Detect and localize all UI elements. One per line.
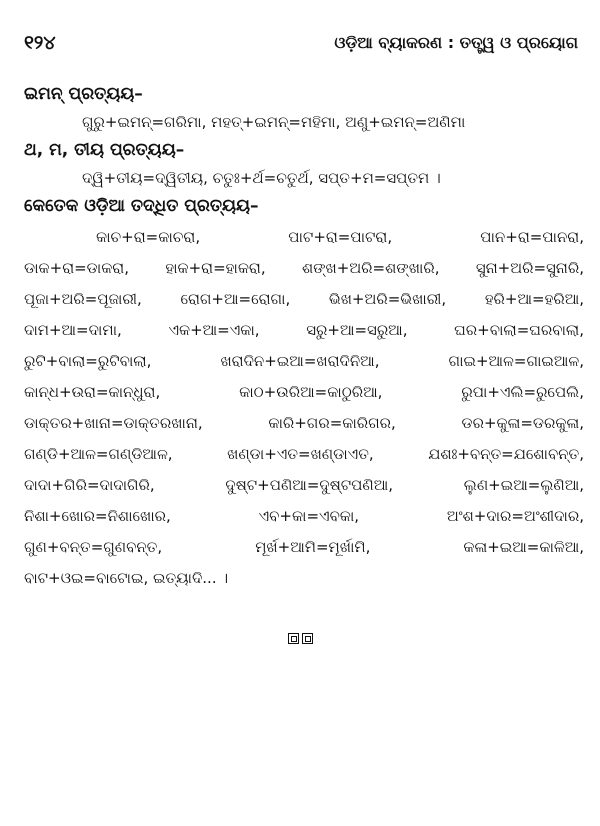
example-line: ଦାମ+ଆ=ଦାମା, ଏକ+ଆ=ଏକା, ସରୁ+ଆ=ସରୁଆ, ଘର+ବାଲା=ଘରବାଲା, (24, 321, 584, 339)
example-line: ଡାକ୍ତର+ଖାନା=ଡାକ୍ତରଖାନା, କାରି+ଗର=କାରିଗର, ଡର+କୁଳା=ଡରକୁଳା, (24, 414, 584, 432)
example-line: ଡାକ+ରା=ଡାକରା, ହାକ+ରା=ହାକରା, ଶଙ୍ଖ+ଅରି=ଶଙ୍ଖାରି, ସୁନା+ଅରି=ସୁନାରି, (24, 259, 584, 277)
end-of-section-marks (0, 633, 600, 644)
example-line: ଗୁଣ+ବନ୍ତ=ଗୁଣବନ୍ତ, ମୂର୍ଖ+ଆମି=ମୂର୍ଖାମି, କଳା+ଇଆ=କାଳିଆ, (24, 538, 584, 556)
page-content (24, 80, 584, 594)
section-examples-iman: ଗୁରୁ+ଇମନ୍=ଗରିମା, ମହତ୍+ଇମନ୍=ମହିମା, ଅଣୁ+ଇମନ୍=ଅଣିମା (82, 113, 466, 131)
square-ornament-icon (288, 633, 299, 644)
section-examples-tha-ma-tiya: ଦ୍ୱି+ତୀୟ=ଦ୍ୱିତୀୟ, ଚତୁଃ+ର୍ଥ=ଚତୁର୍ଥ, ସପ୍ତ+ମ=ସପ୍ତମ । (82, 169, 441, 187)
example-line: ରୁଟି+ବାଲା=ରୁଟିବାଲା, ଖରାଦିନ+ଇଆ=ଖରାଦିନିଆ, ଗାଇ+ଆଳ=ଗାଇଆଳ, (24, 352, 584, 370)
section-heading-tha-ma-tiya: ଥ, ମ, ତୀୟ ପ୍ରତ୍ୟୟ– (24, 140, 185, 160)
example-line: କାନ୍ଧ+ଉରା=କାନ୍ଧୁରା, କାଠ+ଉରିଆ=କାଠୁରିଆ, ରୁପା+ଏଲି=ରୁପେଲି, (24, 383, 584, 401)
example-line: ଦାଦା+ଗିରି=ଦାଦାଗିରି, ଦୁଷ୍ଟ+ପଣିଆ=ଦୁଷ୍ଟପଣିଆ, ଲୁଣ+ଇଆ=ଲୁଣିଆ, (24, 476, 584, 494)
section-heading-odia-taddhita: କେତେକ ଓଡ଼ିଆ ତଦ୍ଧିତ ପ୍ରତ୍ୟୟ– (24, 196, 259, 216)
example-line: ବାଟ+ଓଇ=ବାଟୋଇ, ଇତ୍ୟାଦି... । (24, 569, 229, 587)
example-line: କାଚ+ରା=କାଚରା, ପାଟ+ରା=ପାଟରା, ପାନ+ରା=ପାନରା, (96, 228, 584, 246)
example-line: ପୂଜା+ଅରି=ପୂଜାରୀ, ରୋଗ+ଆ=ରୋଗା, ଭିଖ+ଅରି=ଭିଖାରୀ, ହରି+ଆ=ହରିଆ, (24, 290, 584, 308)
square-ornament-icon (302, 633, 313, 644)
example-line: ଗଣ୍ଡି+ଆଳ=ଗଣ୍ଡିଆଳ, ଖଣ୍ଡା+ଏତ=ଖଣ୍ଡାଏତ, ଯଶଃ+ବନ୍ତ=ଯଶୋବନ୍ତ, (24, 445, 584, 463)
running-title: ଓଡ଼ିଆ ବ୍ୟାକରଣ : ତତ୍ତ୍ୱ ଓ ପ୍ରୟୋଗ (334, 33, 578, 52)
example-line: ନିଶା+ଖୋର=ନିଶାଖୋର, ଏବ+କା=ଏବକା, ଅଂଶ+ଦାର=ଅଂଶୀଦାର, (24, 507, 584, 525)
page-number: ୧୨୪ (24, 32, 56, 54)
section-heading-iman: ଇମନ୍ ପ୍ରତ୍ୟୟ– (24, 84, 143, 104)
page-header (24, 28, 578, 58)
examples-block (24, 222, 584, 594)
